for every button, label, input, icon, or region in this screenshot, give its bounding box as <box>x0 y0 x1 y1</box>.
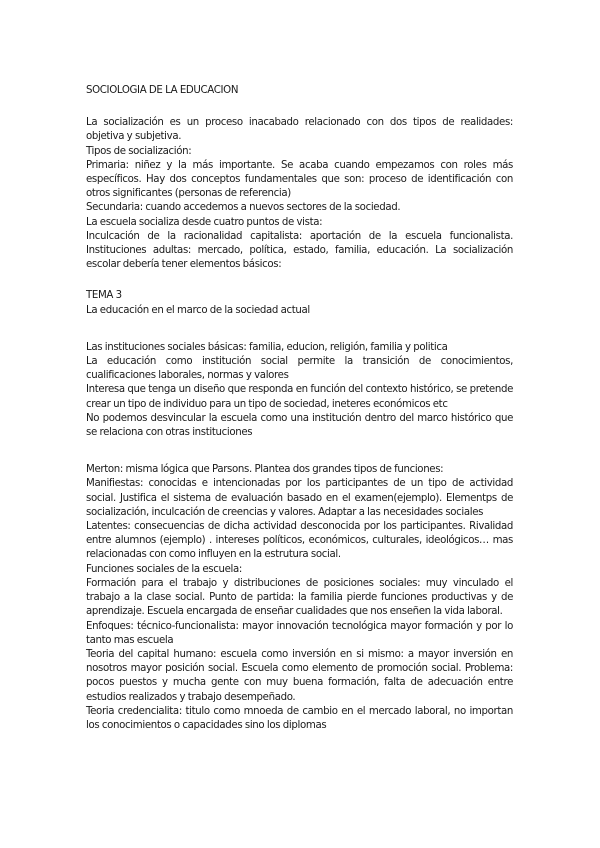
paragraph: Las instituciones sociales básicas: familia, educion, religión, familia y politica <box>86 341 448 353</box>
paragraph: No podemos desvincular la escuela como una institución dentro del marco histórico que se relaciona con otras instituciones <box>86 412 513 439</box>
paragraph: La educación como institución social permite la transición de conocimientos, cualificaciones laborales, normas y valores <box>86 356 513 382</box>
paragraph: Funciones sociales de la escuela: <box>86 563 242 575</box>
section-subtitle: La educación en el marco de la sociedad actual <box>86 304 310 316</box>
document-title: SOCIOLOGIA DE LA EDUCACION <box>86 85 239 96</box>
paragraph: Secundaria: cuando accedemos a nuevos sectores de la sociedad. <box>86 202 401 214</box>
paragraph: Enfoques: técnico-funcionalista: mayor innovación tecnológica mayor formación y por lo tanto mas escuela <box>86 620 513 646</box>
section-heading: TEMA 3 <box>86 290 122 302</box>
paragraph: Primaria: niñez y la más importante. Se acaba cuando empezamos con roles más específicos. Hay dos conceptos fundamentales que son: proceso de identificación con otros significantes (personas de referencia) <box>86 159 513 200</box>
paragraph: Merton: misma lógica que Parsons. Plantea dos grandes tipos de funciones: <box>86 464 444 476</box>
paragraph: Tipos de socialización: <box>86 145 192 157</box>
spacer <box>86 272 513 289</box>
paragraph: Teoria credencialita: titulo como mnoeda de cambio en el mercado laboral, no importan los conocimientos o capacidades sino los diplomas <box>86 705 513 731</box>
spacer <box>86 318 513 341</box>
paragraph: Teoria del capital humano: escuela como inversión en si mismo: a mayor inversión en nosotros mayor posición social. Escuela como elemento de promoción social. Problema: pocos puestos y mucha gente con muy buena formación, falta de adecuación entre estudios realizados y trabajo desempeñado. <box>86 648 513 703</box>
paragraph: Manifiestas: conocidas e intencionadas por los participantes de un tipo de actividad social. Justifica el sistema de evaluación basado en el examen(ejemplo). Elementps de socialización, inculcación de creencias y valores. Adaptar a las necesidades sociales <box>86 478 513 518</box>
paragraph: Inculcación de la racionalidad capitalista: aportación de la escuela funcionalista. Instituciones adultas: mercado, política, estado, familia, educación. La socialización escolar debería tener elementos básicos: <box>86 230 513 271</box>
paragraph: La escuela socializa desde cuatro puntos de vista: <box>86 216 323 228</box>
paragraph: Latentes: consecuencias de dicha actividad desconocida por los participantes. Rivalidad entre alumnos (ejemplo) . intereses políticos, económicos, culturales, ideológicos… mas relacionadas con como influyen en la estrutura social. <box>86 521 513 561</box>
paragraph: La socialización es un proceso inacabado relacionado con dos tipos de realidades: objetiva y subjetiva. <box>86 117 513 143</box>
paragraph: Formación para el trabajo y distribuciones de posiciones sociales: muy vinculado el trabajo a la clase social. Punto de partida: la familia pierde funciones productivas y de aprendizaje. Escuela encargada de enseñar cualidades que nos enseñen la vida laboral. <box>86 577 513 618</box>
spacer <box>86 440 513 463</box>
paragraph: Interesa que tenga un diseño que responda en función del contexto histórico, se pretende crear un tipo de individuo para un tipo de sociedad, ineteres económicos etc <box>86 384 513 410</box>
